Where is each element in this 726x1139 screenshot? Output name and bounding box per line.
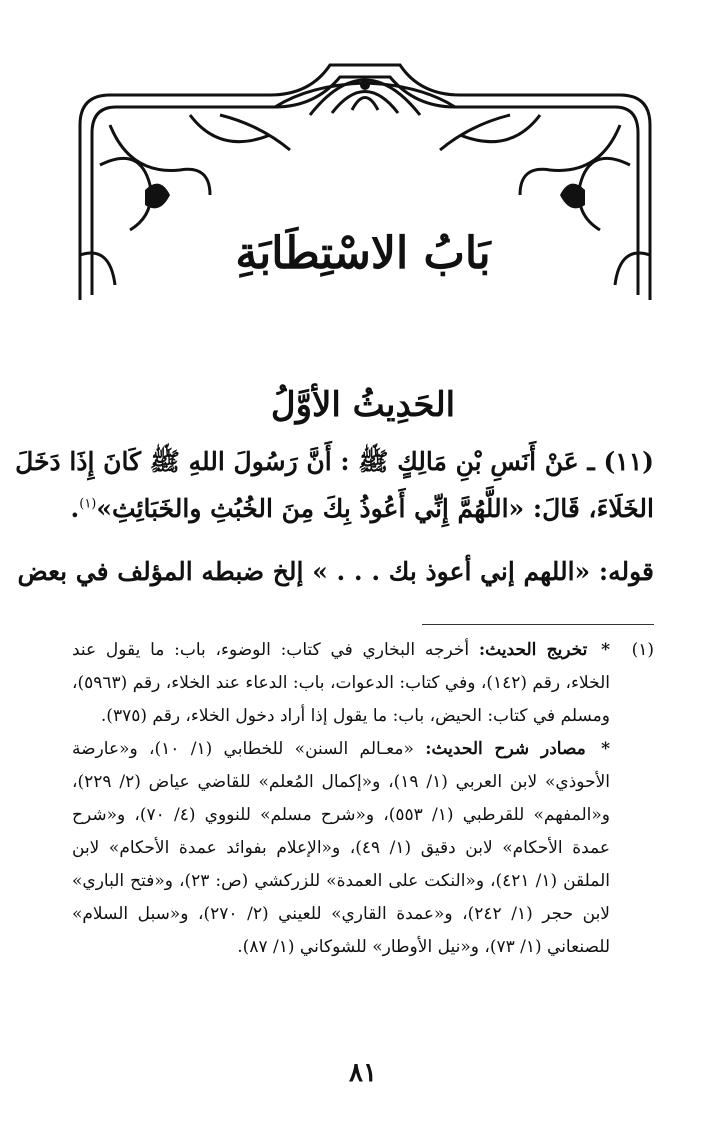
page-number: ٨١ xyxy=(349,1058,377,1088)
commentary-text: قوله: «اللهم إني أعوذ بك . . . » إلخ ضبطه المؤلف في بعض xyxy=(17,557,654,586)
footnote-item xyxy=(72,634,654,964)
hadith-text-line xyxy=(72,494,654,523)
takhrij-label: تخريج الحديث: xyxy=(478,640,588,660)
footnote-divider xyxy=(422,624,654,625)
chapter-title: بَابُ الاسْتِطَابَةِ xyxy=(235,228,491,279)
footnote-body xyxy=(72,634,610,964)
hadith-heading: الحَدِيثُ الأوَّلُ xyxy=(270,385,456,425)
footnotes xyxy=(72,634,654,964)
masader-label: مصادر شرح الحديث: xyxy=(425,739,586,759)
takhrij-text: أخرجه البخاري في كتاب: الوضوء، باب: ما يقول عند الخلاء، رقم (١٤٢)، وفي كتاب: الدعوات، باب: الدعاء عند الخلاء، رقم (٥٩٦٣)، ومسلم في كتاب: الحيض، باب: ما يقول إذا أراد دخول الخلاء، رقم (٣٧٥). xyxy=(72,640,611,726)
footnote-number: (١) xyxy=(631,640,654,660)
hadith-line-2: الخَلَاءَ، قَالَ: «اللَّهُمَّ إِنِّي أَعُوذُ بِكَ مِنَ الخُبُثِ والخَبَائِثِ» xyxy=(96,494,654,523)
hadith-text-line xyxy=(15,446,654,483)
hadith-line-1: (١١) ـ عَنْ أَنَسِ بْنِ مَالِكٍ ﷺ : أَنَّ رَسُولَ اللهِ ﷺ كَانَ إِذَا دَخَلَ xyxy=(15,447,654,476)
hadith-line-2-end: . xyxy=(70,494,80,523)
bullet-star: * xyxy=(601,640,611,660)
masader-text: «معـالم السنن» للخطابي (١/ ١٠)، و«عارضة الأحوذي» لابن العربي (١/ ١٩)، و«إكمال المُعلم» للقاضي عياض (٢/ ٢٢٩)، و«المفهم» للقرطبي (١/ ٥٥٣)، و«شرح مسلم» للنووي (٤/ ٧٠)، و«شرح عمدة الأحكام» لابن دقيق (١/ ٤٩)، و«الإعلام بفوائد عمدة الأحكام» لابن الملقن (١/ ٤٢١)، و«النكت على العمدة» للزركشي (ص: ٢٣)، و«فتح الباري» لابن حجر (١/ ٢٤٢)، و«عمدة القاري» للعيني (٢/ ٢٧٠)، و«سبل السلام» للصنعاني (١/ ٧٣)، و«نيل الأوطار» للشوكاني (١/ ٨٧). xyxy=(72,739,611,957)
footnote-marker[interactable]: (١) xyxy=(79,496,97,512)
bullet-star: * xyxy=(601,739,611,759)
commentary-line xyxy=(17,557,654,586)
